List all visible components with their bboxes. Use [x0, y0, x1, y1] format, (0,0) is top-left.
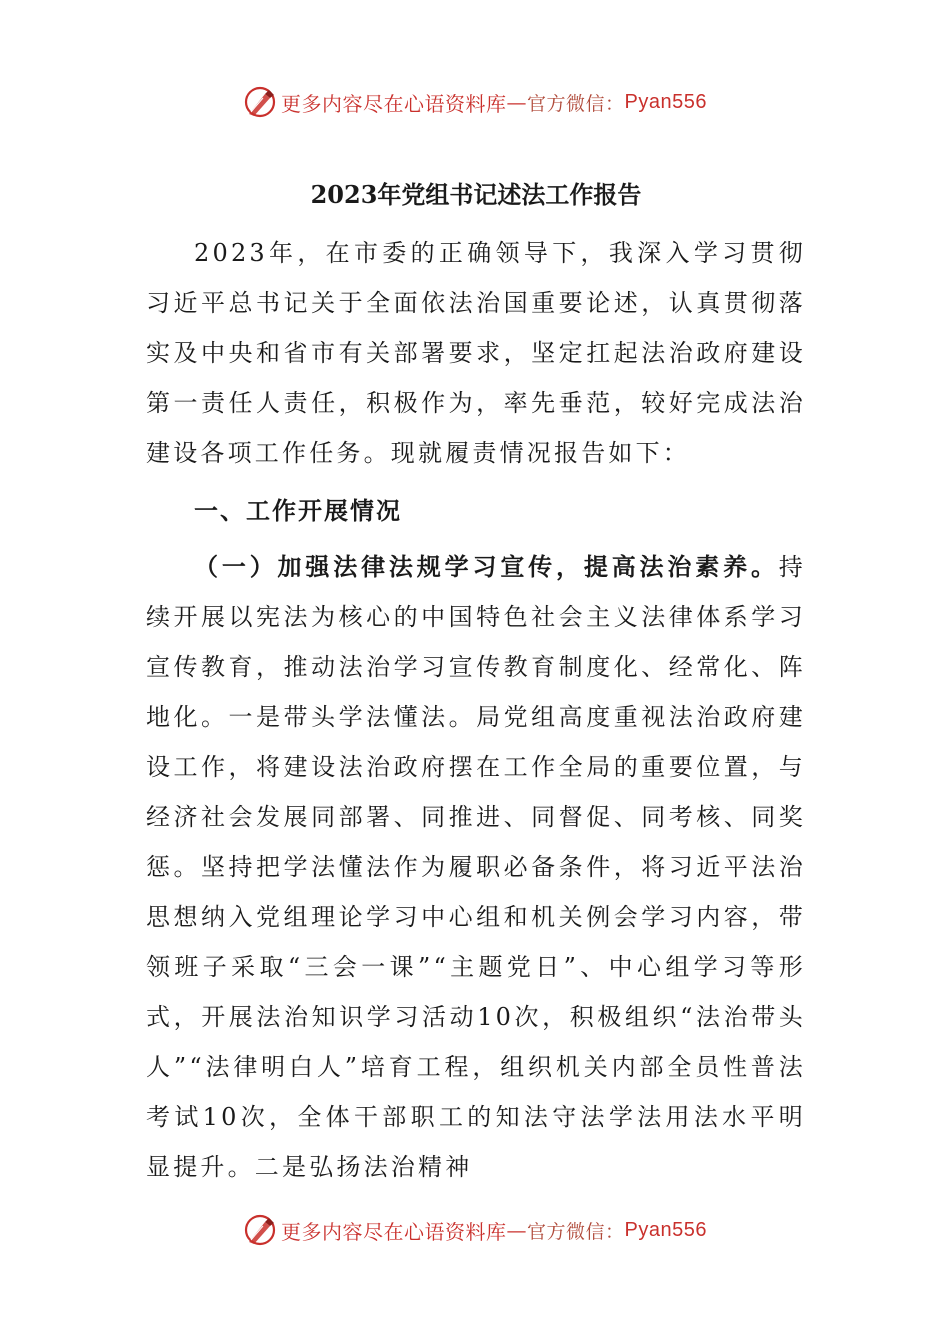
- watermark-wechat-id: Pyan556: [624, 1218, 707, 1241]
- document-body: [146, 168, 806, 1192]
- subsection-paragraph: [146, 542, 806, 1192]
- watermark-label: 官方微信：: [527, 92, 625, 115]
- header-watermark: [0, 82, 950, 122]
- watermark-wechat-id: Pyan556: [624, 90, 707, 113]
- pen-nib-logo-icon: [243, 85, 277, 119]
- subsection-body: 持续开展以宪法为核心的中国特色社会主义法律体系学习宣传教育，推动法治学习宣传教育制度化、经常化、阵地化。一是带头学法懂法。局党组高度重视法治政府建设工作，将建设法治政府摆在工作全局的重要位置，与经济社会发展同部署、同推进、同督促、同考核、同奖惩。坚持把学法懂法作为履职必备条件，将习近平法治思想纳入党组理论学习中心组和机关例会学习内容，带领班子采取“三会一课”“主题党日”、中心组学习等形式，开展法治知识学习活动10次，积极组织“法治带头人”“法律明白人”培育工程，组织机关内部全员性普法考试10次，全体干部职工的知法守法学法用法水平明显提升。二是弘扬法治精神: [146, 553, 806, 1181]
- watermark-main-text: 更多内容尽在心语资料库: [281, 91, 507, 116]
- watermark-separator: —: [506, 90, 527, 114]
- document-title: 2023年党组书记述法工作报告: [310, 180, 642, 209]
- intro-paragraph: 2023年，在市委的正确领导下，我深入学习贯彻习近平总书记关于全面依法治国重要论述，认真贯彻落实及中央和省市有关部署要求，坚定扛起法治政府建设第一责任人责任，积极作为，率先垂范，较好完成法治建设各项工作任务。现就履责情况报告如下：: [146, 239, 806, 467]
- watermark-label: 官方微信：: [527, 1220, 625, 1243]
- watermark-main-text: 更多内容尽在心语资料库: [281, 1219, 507, 1244]
- footer-watermark: [0, 1210, 950, 1250]
- watermark-separator: —: [506, 1218, 527, 1242]
- subsection-lead: （一）加强法律法规学习宣传，提高法治素养。: [194, 553, 779, 581]
- pen-nib-logo-icon: [243, 1213, 277, 1247]
- section-heading: 一、工作开展情况: [194, 497, 402, 525]
